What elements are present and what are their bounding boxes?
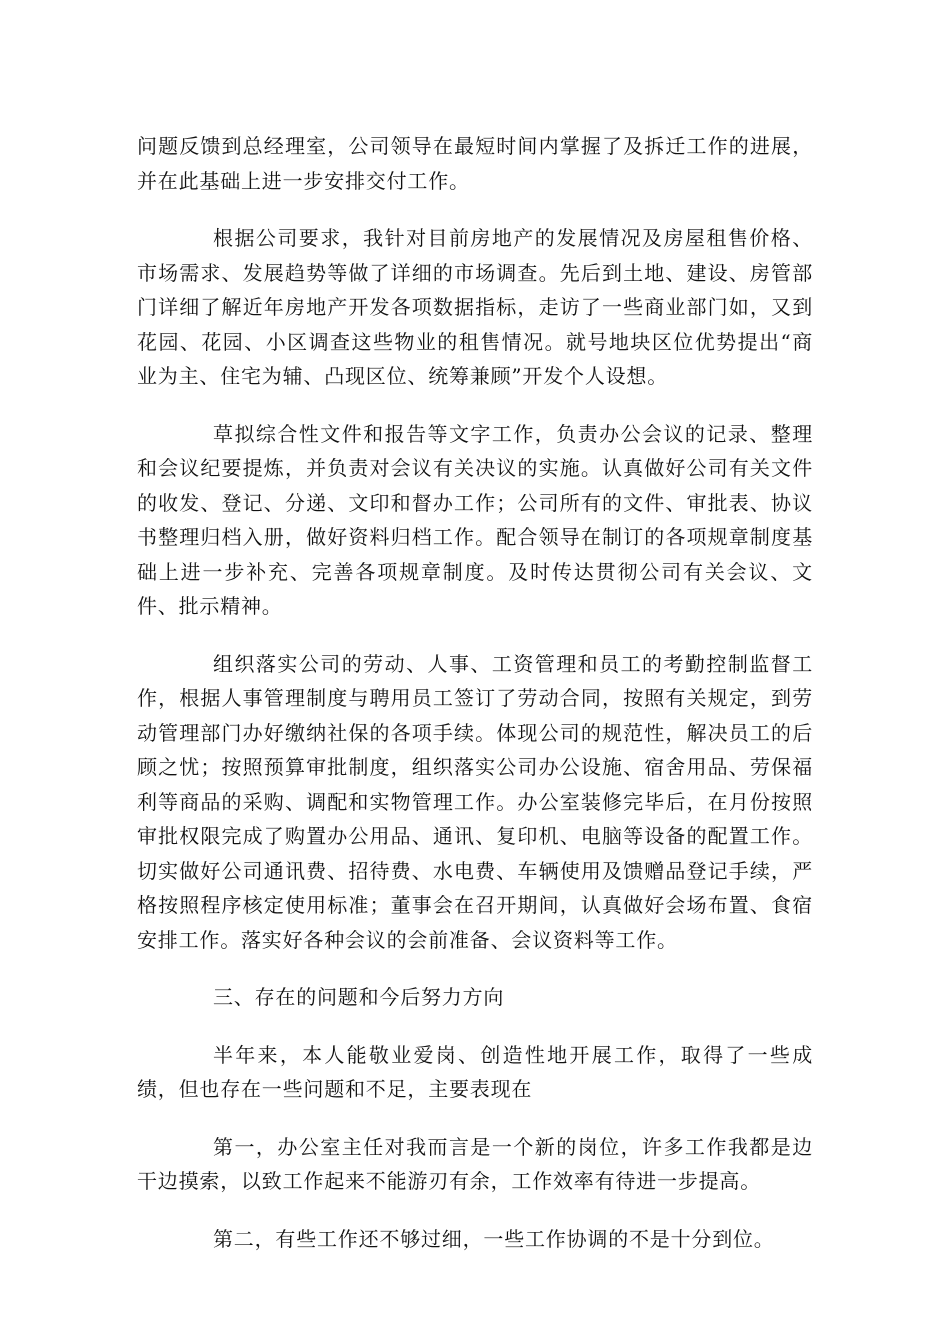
paragraph-2: 根据公司要求，我针对目前房地产的发展情况及房屋租售价格、市场需求、发展趋势等做了详细的市场调查。先后到土地、建设、房管部门详细了解近年房地产开发各项数据指标，走访了一些商业部门如，又到花园、花园、小区调查这些物业的租售情况。就号地块区位优势提出“商业为主、住宅为辅、凸现区位、统筹兼顾”开发个人设想。 xyxy=(137,226,813,388)
paragraph-8: 第二，有些工作还不够过细，一些工作协调的不是十分到位。 xyxy=(213,1226,775,1251)
paragraph-1: 问题反馈到总经理室，公司领导在最短时间内掌握了及拆迁工作的进展，并在此基础上进一步安排交付工作。 xyxy=(137,134,813,193)
paragraph-4: 组织落实公司的劳动、人事、工资管理和员工的考勤控制监督工作，根据人事管理制度与聘用员工签订了劳动合同，按照有关规定，到劳动管理部门办好缴纳社保的各项手续。体现公司的规范性，解决员工的后顾之忧；按照预算审批制度，组织落实公司办公设施、宿舍用品、劳保福利等商品的采购、调配和实物管理工作。办公室装修完毕后，在月份按照审批权限完成了购置办公用品、通讯、复印机、电脑等设备的配置工作。切实做好公司通讯费、招待费、水电费、车辆使用及馈赠品登记手续，严格按照程序核定使用标准；董事会在召开期间，认真做好会场布置、食宿安排工作。落实好各种会议的会前准备、会议资料等工作。 xyxy=(137,651,813,952)
paragraph-3: 草拟综合性文件和报告等文字工作，负责办公会议的记录、整理和会议纪要提炼，并负责对会议有关决议的实施。认真做好公司有关文件的收发、登记、分递、文印和督办工作；公司所有的文件、审批表、协议书整理归档入册，做好资料归档工作。配合领导在制订的各项规章制度基础上进一步补充、完善各项规章制度。及时传达贯彻公司有关会议、文件、批示精神。 xyxy=(137,421,813,618)
document-page xyxy=(137,129,813,1256)
paragraph-7: 第一，办公室主任对我而言是一个新的岗位，许多工作我都是边干边摸索，以致工作起来不能游刃有余，工作效率有待进一步提高。 xyxy=(137,1134,813,1193)
section-heading: 三、存在的问题和今后努力方向 xyxy=(213,985,505,1009)
paragraph-6: 半年来，本人能敬业爱岗、创造性地开展工作，取得了一些成绩，但也存在一些问题和不足，主要表现在 xyxy=(137,1042,813,1101)
